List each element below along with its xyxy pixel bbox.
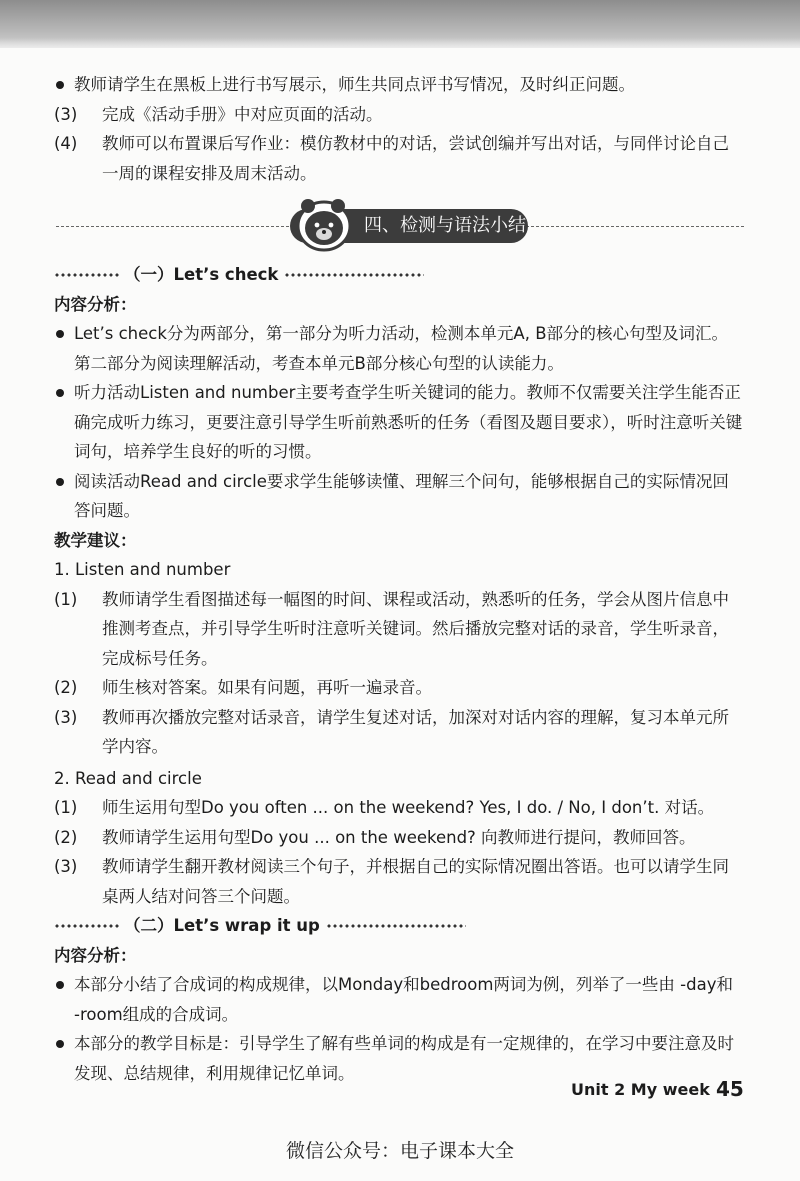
step-3: (3) 完成《活动手册》中对应页面的活动。: [54, 104, 383, 124]
listen-step-1: (1) 教师请学生看图描述每一幅图的时间、课程或活动，熟悉听的任务，学会从图片信息中推测考查点，并引导学生听时注意听关键词。然后播放完整对话的录音，学生听录音，完成标号任务。: [54, 589, 729, 668]
listen-step-3: (3) 教师再次播放完整对话录音，请学生复述对话，加深对对话内容的理解，复习本单元所学内容。: [54, 707, 729, 756]
page-content: [54, 70, 744, 1088]
content-analysis-heading-2: 内容分析：: [54, 945, 137, 965]
bullet-teaching-goal: 本部分的教学目标是：引导学生了解有些单词的构成是有一定规律的，在学习中要注意及时发现、总结规律，利用规律记忆单词。: [54, 1029, 744, 1088]
scan-top-edge: [0, 0, 800, 52]
bullet-compound-words: 本部分小结了合成词的构成规律，以Monday和bedroom两词为例，列举了一些由 -day和 -room组成的合成词。: [54, 970, 744, 1029]
listen-and-number-title: 1. Listen and number: [54, 560, 231, 579]
footer-unit-label: Unit 2 My week: [571, 1080, 710, 1099]
teaching-suggestion-heading: 教学建议：: [54, 530, 137, 550]
content-analysis-heading: 内容分析：: [54, 294, 137, 314]
read-step-2: (2) 教师请学生运用句型Do you ... on the weekend? 向教师进行提问，教师回答。: [54, 827, 696, 847]
dotted-ornament-right: [284, 272, 424, 278]
dotted-ornament-left: [54, 923, 120, 929]
read-step-1: (1) 师生运用句型Do you often ... on the weekend? Yes, I do. / No, I don’t. 对话。: [54, 798, 715, 817]
listen-step-2: (2) 师生核对答案。如果有问题，再听一遍录音。: [54, 678, 432, 697]
section-banner: [54, 196, 744, 254]
read-step-3: (3) 教师请学生翻开教材阅读三个句子，并根据自己的实际情况圈出答语。也可以请学生同桌两人结对问答三个问题。: [54, 857, 729, 906]
step-4: (4) 教师可以布置课后写作业：模仿教材中的对话，尝试创编并写出对话，与同伴讨论自己一周的课程安排及周末活动。: [54, 134, 729, 183]
bullet-check-parts: Let’s check分为两部分，第一部分为听力活动，检测本单元A, B部分的核心句型及词汇。第二部分为阅读理解活动，考查本单元B部分核心句型的认读能力。: [54, 319, 744, 378]
page-number: 45: [716, 1077, 744, 1101]
read-and-circle-title: 2. Read and circle: [54, 768, 202, 788]
bullet-reading: 阅读活动Read and circle要求学生能够读懂、理解三个问句，能够根据自己的实际情况回答问题。: [54, 467, 744, 526]
section-lets-check-heading: （一）Let’s check: [54, 260, 744, 290]
watermark-text: 微信公众号：电子课本大全: [285, 1140, 514, 1162]
bullet-listening: 听力活动Listen and number主要考查学生听关键词的能力。教师不仅需要关注学生能否正确完成听力练习，更要注意引导学生听前熟悉听的任务（看图及题目要求），听时注意听关键词句，培养学生良好的听的习惯。: [54, 378, 744, 467]
dotted-ornament-left: [54, 272, 120, 278]
section-wrap-it-up-heading: （二）Let’s wrap it up: [54, 911, 744, 941]
dotted-ornament-right: [326, 923, 466, 929]
bear-mascot-icon: [292, 196, 356, 252]
banner-title: 四、检测与语法小结: [290, 209, 528, 243]
bullet-blackboard-display: 教师请学生在黑板上进行书写展示，师生共同点评书写情况，及时纠正问题。: [54, 70, 744, 100]
